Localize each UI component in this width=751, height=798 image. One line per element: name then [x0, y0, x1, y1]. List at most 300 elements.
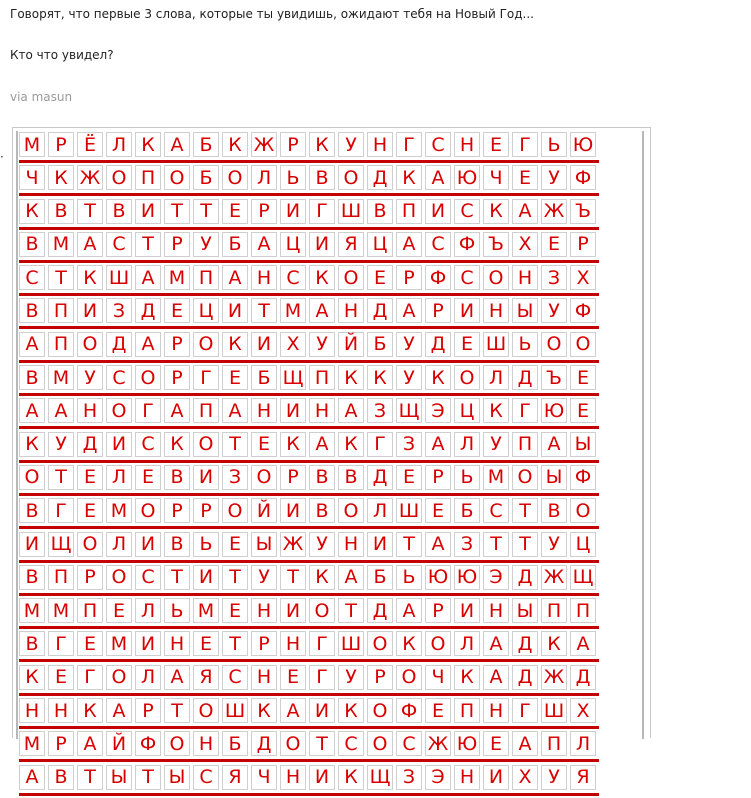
bullet-mark: · [0, 150, 4, 164]
grid-cell: О [454, 365, 480, 390]
grid-cell: Ф [570, 165, 596, 190]
grid-row [19, 265, 599, 296]
grid-cell: Е [483, 132, 509, 157]
grid-cell: У [541, 165, 567, 190]
grid-cell: Л [106, 532, 132, 557]
grid-cell: В [19, 565, 45, 590]
grid-cell: Ч [483, 165, 509, 190]
grid-cell: О [164, 165, 190, 190]
grid-cell: Г [396, 132, 422, 157]
grid-cell: Б [222, 232, 248, 257]
grid-row [19, 232, 599, 263]
grid-cell: А [309, 298, 335, 323]
grid-row [19, 398, 599, 429]
grid-cell: Н [77, 398, 103, 423]
grid-cell: Й [251, 498, 277, 523]
grid-cell: Ъ [483, 232, 509, 257]
grid-cell: О [77, 532, 103, 557]
grid-cell: Р [251, 631, 277, 656]
grid-cell: Т [309, 731, 335, 756]
grid-cell: Х [512, 232, 538, 257]
grid-cell: Ф [396, 698, 422, 723]
grid-cell: И [193, 465, 219, 490]
grid-cell: Б [454, 498, 480, 523]
grid-cell: Д [135, 298, 161, 323]
grid-row [19, 165, 599, 196]
grid-cell: У [309, 332, 335, 357]
grid-cell: А [19, 332, 45, 357]
grid-cell: З [367, 398, 393, 423]
grid-row [19, 765, 599, 796]
grid-cell: Ы [512, 598, 538, 623]
grid-cell: Б [367, 332, 393, 357]
grid-cell: О [338, 498, 364, 523]
grid-cell: Ш [483, 332, 509, 357]
grid-cell: Ш [541, 698, 567, 723]
grid-cell: К [338, 698, 364, 723]
grid-cell: К [425, 365, 451, 390]
grid-row [19, 631, 599, 662]
grid-cell: Ф [570, 298, 596, 323]
grid-cell: Ь [512, 332, 538, 357]
grid-cell: Е [222, 598, 248, 623]
grid-cell: В [541, 498, 567, 523]
grid-cell: И [19, 532, 45, 557]
grid-row [19, 498, 599, 529]
grid-cell: К [309, 132, 335, 157]
grid-cell: С [338, 731, 364, 756]
grid-cell: У [396, 365, 422, 390]
grid-cell: Р [77, 565, 103, 590]
letter-puzzle-image [12, 127, 651, 789]
grid-cell: Л [454, 631, 480, 656]
grid-cell: С [106, 232, 132, 257]
grid-cell: У [541, 532, 567, 557]
grid-cell: Г [309, 199, 335, 224]
grid-cell: И [251, 332, 277, 357]
grid-cell: Е [222, 365, 248, 390]
grid-cell: А [338, 398, 364, 423]
grid-cell: М [48, 598, 74, 623]
grid-cell: Р [135, 698, 161, 723]
grid-cell: М [19, 132, 45, 157]
grid-cell: А [309, 432, 335, 457]
grid-cell: Н [19, 698, 45, 723]
grid-cell: Е [570, 365, 596, 390]
grid-cell: Щ [570, 565, 596, 590]
grid-cell: Ё [77, 132, 103, 157]
grid-cell: И [280, 598, 306, 623]
grid-cell: И [193, 565, 219, 590]
post-question-text: Кто что увидел? [10, 48, 114, 62]
grid-cell: Е [77, 498, 103, 523]
grid-cell: Е [222, 199, 248, 224]
grid-cell: Э [483, 565, 509, 590]
grid-cell: Ц [280, 232, 306, 257]
grid-cell: К [19, 432, 45, 457]
grid-row [19, 598, 599, 629]
grid-cell: У [338, 132, 364, 157]
grid-cell: А [106, 698, 132, 723]
grid-row [19, 565, 599, 596]
grid-cell: Б [367, 565, 393, 590]
grid-cell: Т [164, 199, 190, 224]
grid-cell: Ь [396, 565, 422, 590]
grid-cell: Ю [454, 731, 480, 756]
grid-cell: А [48, 398, 74, 423]
grid-cell: Ы [512, 298, 538, 323]
grid-cell: Р [251, 199, 277, 224]
grid-cell: К [309, 565, 335, 590]
grid-cell: Д [77, 432, 103, 457]
grid-cell: Р [425, 465, 451, 490]
grid-cell: О [396, 665, 422, 690]
grid-cell: К [19, 199, 45, 224]
grid-cell: В [19, 232, 45, 257]
grid-cell: Т [251, 298, 277, 323]
grid-cell: А [483, 665, 509, 690]
grid-cell: Р [280, 465, 306, 490]
grid-cell: Р [570, 232, 596, 257]
grid-row [19, 365, 599, 396]
grid-cell: Х [280, 332, 306, 357]
grid-cell: Г [512, 698, 538, 723]
letter-grid [19, 132, 599, 798]
grid-cell: Ю [570, 132, 596, 157]
grid-cell: Д [367, 465, 393, 490]
grid-cell: А [425, 432, 451, 457]
grid-cell: А [512, 731, 538, 756]
grid-cell: Т [396, 532, 422, 557]
grid-cell: И [106, 432, 132, 457]
grid-cell: А [338, 565, 364, 590]
grid-cell: К [396, 165, 422, 190]
grid-cell: И [280, 498, 306, 523]
grid-cell: С [135, 432, 161, 457]
grid-cell: А [222, 398, 248, 423]
grid-cell: О [135, 498, 161, 523]
grid-cell: Л [106, 465, 132, 490]
grid-cell: Ы [106, 765, 132, 790]
grid-cell: В [309, 165, 335, 190]
grid-row [19, 532, 599, 563]
grid-cell: С [135, 565, 161, 590]
grid-row [19, 432, 599, 463]
grid-cell: И [135, 532, 161, 557]
grid-cell: С [454, 199, 480, 224]
grid-cell: И [135, 631, 161, 656]
grid-cell: У [541, 765, 567, 790]
grid-cell: Н [280, 631, 306, 656]
grid-cell: Р [396, 265, 422, 290]
grid-cell: Д [512, 631, 538, 656]
grid-cell: С [19, 265, 45, 290]
grid-cell: Ч [425, 665, 451, 690]
grid-cell: О [570, 332, 596, 357]
grid-cell: Щ [367, 765, 393, 790]
grid-cell: Р [193, 498, 219, 523]
grid-cell: Е [512, 165, 538, 190]
grid-cell: Ф [425, 265, 451, 290]
grid-cell: Г [48, 631, 74, 656]
grid-cell: У [483, 432, 509, 457]
grid-cell: У [193, 232, 219, 257]
grid-cell: З [106, 298, 132, 323]
grid-cell: М [19, 598, 45, 623]
grid-cell: П [541, 731, 567, 756]
grid-cell: Н [338, 532, 364, 557]
grid-cell: Г [512, 398, 538, 423]
grid-cell: О [135, 365, 161, 390]
grid-cell: Т [164, 698, 190, 723]
grid-cell: Н [512, 265, 538, 290]
grid-cell: Л [106, 132, 132, 157]
grid-cell: З [454, 532, 480, 557]
grid-cell: Д [251, 731, 277, 756]
grid-cell: И [309, 765, 335, 790]
grid-cell: Ы [164, 765, 190, 790]
grid-cell: О [280, 731, 306, 756]
grid-cell: Й [338, 332, 364, 357]
grid-cell: К [280, 432, 306, 457]
grid-cell: Н [483, 698, 509, 723]
grid-cell: Э [425, 765, 451, 790]
grid-cell: И [367, 532, 393, 557]
grid-cell: С [396, 731, 422, 756]
grid-cell: О [338, 265, 364, 290]
grid-cell: Б [193, 165, 219, 190]
grid-cell: П [309, 365, 335, 390]
grid-cell: Я [570, 765, 596, 790]
grid-cell: З [396, 432, 422, 457]
grid-cell: О [19, 465, 45, 490]
grid-cell: Л [483, 365, 509, 390]
grid-cell: Ф [570, 465, 596, 490]
grid-cell: А [77, 731, 103, 756]
grid-cell: М [280, 298, 306, 323]
grid-row [19, 698, 599, 729]
grid-cell: З [396, 765, 422, 790]
grid-cell: Т [222, 631, 248, 656]
grid-cell: С [454, 265, 480, 290]
grid-cell: Т [135, 765, 161, 790]
grid-cell: Р [367, 665, 393, 690]
grid-cell: Р [280, 132, 306, 157]
grid-cell: К [483, 398, 509, 423]
grid-cell: Л [251, 165, 277, 190]
grid-cell: П [48, 332, 74, 357]
grid-cell: К [367, 365, 393, 390]
grid-cell: А [222, 265, 248, 290]
grid-cell: Ь [164, 598, 190, 623]
grid-cell: Е [193, 631, 219, 656]
grid-cell: Н [164, 631, 190, 656]
grid-cell: Ю [541, 398, 567, 423]
grid-cell: Е [483, 731, 509, 756]
grid-cell: Н [251, 665, 277, 690]
grid-cell: У [77, 365, 103, 390]
grid-cell: Р [164, 498, 190, 523]
grid-cell: Т [164, 565, 190, 590]
grid-cell: И [454, 298, 480, 323]
grid-cell: Т [222, 432, 248, 457]
grid-cell: Т [48, 265, 74, 290]
grid-cell: Н [309, 398, 335, 423]
via-source-text: via masun [10, 90, 73, 104]
grid-cell: Ю [454, 165, 480, 190]
grid-cell: Н [48, 698, 74, 723]
grid-cell: Ь [280, 165, 306, 190]
grid-cell: А [164, 398, 190, 423]
grid-cell: У [541, 298, 567, 323]
grid-cell: Д [512, 665, 538, 690]
grid-cell: Е [280, 665, 306, 690]
grid-cell: Ы [570, 432, 596, 457]
grid-cell: М [193, 598, 219, 623]
grid-cell: Ж [280, 532, 306, 557]
grid-cell: Н [338, 298, 364, 323]
grid-cell: Ш [396, 498, 422, 523]
grid-cell: А [541, 432, 567, 457]
grid-cell: Р [425, 598, 451, 623]
grid-cell: Ц [193, 298, 219, 323]
grid-cell: И [280, 398, 306, 423]
grid-cell: Т [135, 232, 161, 257]
grid-cell: В [19, 365, 45, 390]
grid-cell: М [483, 465, 509, 490]
grid-cell: У [396, 332, 422, 357]
grid-cell: О [106, 665, 132, 690]
grid-row [19, 465, 599, 496]
grid-cell: К [77, 265, 103, 290]
grid-cell: Н [483, 598, 509, 623]
grid-cell: Т [77, 199, 103, 224]
grid-cell: П [454, 698, 480, 723]
grid-cell: Ф [454, 232, 480, 257]
grid-cell: К [483, 199, 509, 224]
grid-cell: М [19, 731, 45, 756]
grid-cell: О [367, 698, 393, 723]
grid-cell: И [425, 199, 451, 224]
grid-cell: А [483, 631, 509, 656]
grid-cell: Я [193, 665, 219, 690]
grid-cell: Д [367, 598, 393, 623]
grid-cell: О [338, 165, 364, 190]
grid-cell: П [193, 398, 219, 423]
grid-cell: Д [570, 665, 596, 690]
grid-cell: Ы [251, 532, 277, 557]
grid-cell: К [338, 432, 364, 457]
grid-cell: Б [193, 132, 219, 157]
grid-cell: Е [425, 698, 451, 723]
grid-cell: Е [570, 398, 596, 423]
grid-cell: С [106, 365, 132, 390]
grid-cell: Ш [222, 698, 248, 723]
grid-cell: Т [222, 565, 248, 590]
grid-cell: А [396, 598, 422, 623]
grid-cell: П [570, 598, 596, 623]
grid-cell: В [48, 199, 74, 224]
grid-cell: К [222, 132, 248, 157]
grid-cell: Д [367, 165, 393, 190]
grid-cell: А [280, 698, 306, 723]
grid-cell: Л [367, 498, 393, 523]
grid-cell: Б [251, 365, 277, 390]
grid-cell: О [222, 498, 248, 523]
grid-cell: С [222, 665, 248, 690]
grid-cell: М [164, 265, 190, 290]
grid-cell: И [222, 298, 248, 323]
grid-cell: О [309, 598, 335, 623]
grid-cell: А [135, 265, 161, 290]
grid-cell: Т [48, 465, 74, 490]
grid-cell: П [541, 598, 567, 623]
grid-cell: К [135, 132, 161, 157]
grid-cell: Д [512, 565, 538, 590]
grid-cell: В [19, 298, 45, 323]
grid-cell: Г [48, 498, 74, 523]
grid-cell: Р [48, 731, 74, 756]
grid-cell: Е [106, 598, 132, 623]
grid-cell: Т [512, 532, 538, 557]
grid-cell: О [164, 731, 190, 756]
grid-cell: П [48, 565, 74, 590]
grid-cell: С [425, 232, 451, 257]
grid-cell: О [193, 698, 219, 723]
grid-cell: А [396, 232, 422, 257]
grid-row [19, 132, 599, 163]
grid-cell: Ь [541, 132, 567, 157]
grid-cell: Р [48, 132, 74, 157]
grid-cell: О [570, 498, 596, 523]
grid-cell: Т [280, 565, 306, 590]
grid-cell: В [309, 498, 335, 523]
grid-cell: Ц [454, 398, 480, 423]
grid-cell: З [222, 465, 248, 490]
grid-cell: Ж [77, 165, 103, 190]
grid-cell: Ж [541, 565, 567, 590]
grid-cell: С [193, 765, 219, 790]
grid-cell: Е [77, 465, 103, 490]
grid-cell: Р [164, 365, 190, 390]
grid-cell: Н [454, 765, 480, 790]
grid-cell: Х [512, 765, 538, 790]
grid-cell: М [48, 365, 74, 390]
grid-cell: Е [454, 332, 480, 357]
grid-cell: А [425, 532, 451, 557]
grid-cell: С [280, 265, 306, 290]
grid-cell: О [106, 398, 132, 423]
grid-cell: П [396, 199, 422, 224]
grid-cell: Н [251, 598, 277, 623]
grid-cell: К [222, 332, 248, 357]
grid-cell: К [251, 698, 277, 723]
grid-cell: В [164, 465, 190, 490]
grid-cell: С [425, 132, 451, 157]
grid-cell: М [106, 631, 132, 656]
grid-cell: А [512, 199, 538, 224]
grid-cell: Б [222, 731, 248, 756]
grid-cell: Ф [135, 731, 161, 756]
grid-cell: А [135, 332, 161, 357]
grid-cell: А [164, 665, 190, 690]
grid-cell: П [77, 598, 103, 623]
grid-cell: Е [251, 432, 277, 457]
grid-cell: И [77, 298, 103, 323]
grid-cell: Ж [541, 665, 567, 690]
grid-cell: Е [77, 631, 103, 656]
grid-cell: О [106, 565, 132, 590]
